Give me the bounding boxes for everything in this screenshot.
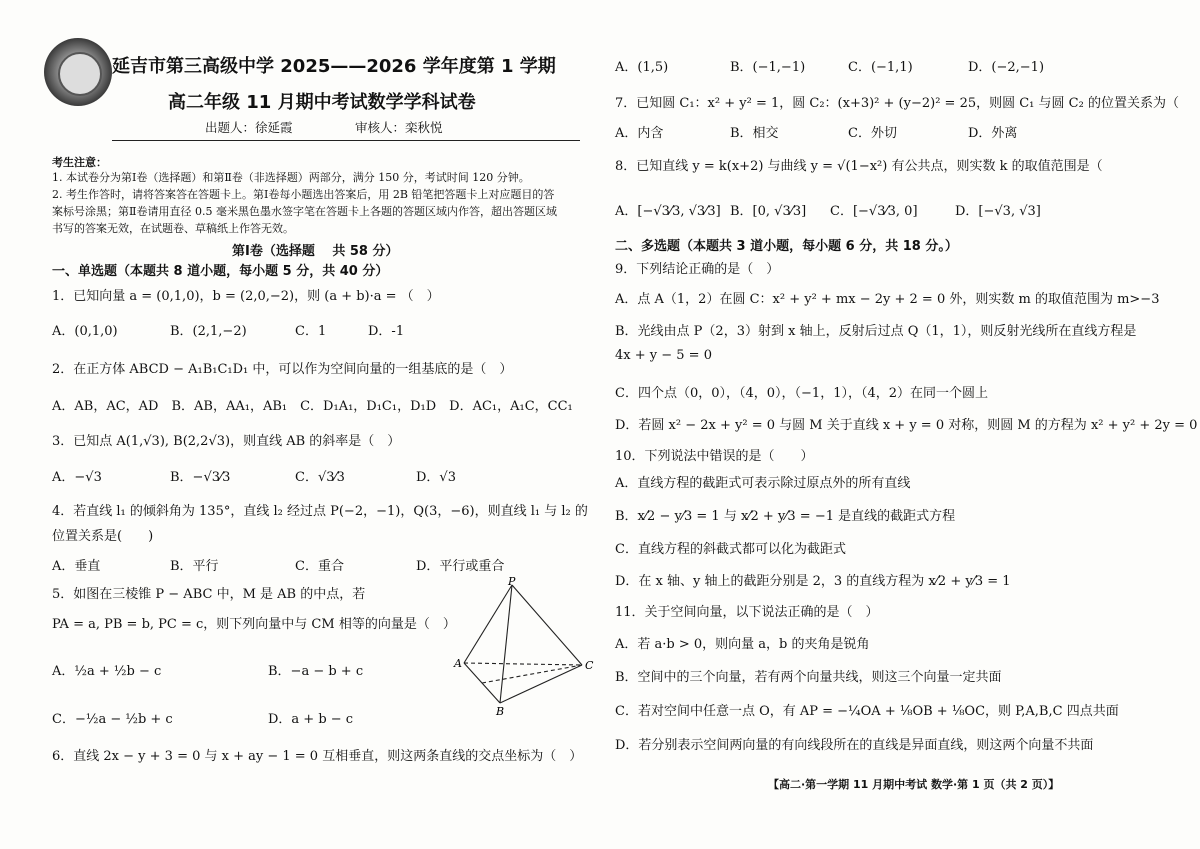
q3-option-a: A．−√3 (52, 470, 102, 485)
q5-option-d: D．a + b − c (268, 712, 354, 727)
part1-title: 第Ⅰ卷（选择题 共 58 分） (232, 244, 399, 259)
q5-option-b: B．−a − b + c (268, 664, 364, 679)
edge-pc (512, 585, 582, 665)
q3-option-c: C．√3⁄3 (295, 470, 345, 485)
q3-option-b: B．−√3⁄3 (170, 470, 231, 485)
q8-stem: 8．已知直线 y = k(x+2) 与曲线 y = √(1−x²) 有公共点，则实数 k 的取值范围是（ (615, 159, 1103, 174)
q10-option-d: D．在 x 轴、y 轴上的截距分别是 2，3 的直线方程为 x⁄2 + y⁄3 = 1 (615, 574, 1011, 589)
q1-stem: 1．已知向量 a = (0,1,0)，b = (2,0,−2)，则 (a + b)·a = （ ） (52, 289, 440, 304)
q5-option-a: A．½a + ½b − c (52, 664, 162, 679)
fig-label-b: B (496, 705, 505, 715)
notice-heading: 考生注意： (52, 156, 107, 169)
q4-option-d: D．平行或重合 (416, 559, 505, 574)
author-label: 出题人：徐延霞 (205, 120, 293, 135)
q4-stem: 4．若直线 l₁ 的倾斜角为 135°，直线 l₂ 经过点 P(−2，−1)，Q(3，−6)，则直线 l₁ 与 l₂ 的 (52, 504, 588, 519)
school-logo-seal (44, 38, 112, 106)
q7-option-a: A．内含 (615, 126, 664, 141)
q2-stem: 2．在正方体 ABCD − A₁B₁C₁D₁ 中，可以作为空间向量的一组基底的是（ ） (52, 362, 513, 377)
q10-option-c: C．直线方程的斜截式都可以化为截距式 (615, 542, 846, 557)
q2-options: A．AB，AC，AD B．AB，AA₁，AB₁ C．D₁A₁，D₁C₁，D₁D D．AC₁，A₁C，CC₁ (52, 399, 573, 414)
q4-option-a: A．垂直 (52, 559, 101, 574)
q1-option-d: D．-1 (368, 324, 405, 339)
q4-option-c: C．重合 (295, 559, 344, 574)
q5-option-c: C．−½a − ½b + c (52, 712, 173, 727)
edge-ac (464, 663, 582, 665)
q6-option-c: C．(−1,1) (848, 60, 913, 75)
page-footer: 【高二·第一学期 11 月期中考试 数学·第 1 页（共 2 页）】 (768, 778, 1060, 791)
q6-option-b: B．(−1,−1) (730, 60, 806, 75)
q7-stem: 7．已知圆 C₁：x² + y² = 1，圆 C₂：(x+3)² + (y−2)² = 25，则圆 C₁ 与圆 C₂ 的位置关系为（ (615, 96, 1179, 111)
notice-line-4: 书写的答案无效，在试题卷、草稿纸上作答无效。 (52, 222, 294, 235)
q1-option-b: B．(2,1,−2) (170, 324, 247, 339)
fig-label-a: A (454, 657, 462, 670)
q11-option-a: A．若 a·b > 0，则向量 a，b 的夹角是锐角 (615, 637, 870, 652)
fig-label-c: C (585, 659, 594, 672)
notice-line-1: 1. 本试卷分为第Ⅰ卷（选择题）和第Ⅱ卷（非选择题）两部分，满分 150 分，考试时间 120 分钟。 (52, 171, 530, 184)
edge-pb (500, 585, 512, 703)
section2-title: 二、多选题（本题共 3 道小题，每小题 6 分，共 18 分。） (615, 239, 958, 254)
q9-stem: 9．下列结论正确的是（ ） (615, 262, 780, 277)
edge-bc (500, 665, 582, 703)
q5-stem-cont: PA = a, PB = b, PC = c，则下列向量中与 CM 相等的向量是（ ） (52, 617, 456, 632)
q7-option-b: B．相交 (730, 126, 779, 141)
q10-option-b: B．x⁄2 − y⁄3 = 1 与 x⁄2 + y⁄3 = −1 是直线的截距式方程 (615, 509, 956, 524)
section1-title: 一、单选题（本题共 8 道小题，每小题 5 分，共 40 分） (52, 264, 389, 279)
q9-option-a: A．点 A（1，2）在圆 C：x² + y² + mx − 2y + 2 = 0 外，则实数 m 的取值范围为 m>−3 (615, 292, 1160, 307)
q9-option-d: D．若圆 x² − 2x + y² = 0 与圆 M 关于直线 x + y = 0 对称，则圆 M 的方程为 x² + y² + 2y = 0 (615, 418, 1198, 433)
q1-option-c: C．1 (295, 324, 327, 339)
q1-option-a: A．(0,1,0) (52, 324, 118, 339)
tetrahedron-figure (452, 575, 602, 715)
q10-option-a: A．直线方程的截距式可表示除过原点外的所有直线 (615, 476, 911, 491)
q6-option-d: D．(−2,−1) (968, 60, 1045, 75)
q7-option-d: D．外离 (968, 126, 1018, 141)
q11-option-c: C．若对空间中任意一点 O，有 AP = −¼OA + ⅛OB + ⅛OC，则 P,A,B,C 四点共面 (615, 704, 1119, 719)
q8-option-a: A．[−√3⁄3, √3⁄3] (615, 204, 721, 219)
q5-stem: 5．如图在三棱锥 P − ABC 中，M 是 AB 的中点，若 (52, 587, 366, 602)
reviewer-label: 审核人：栾秋悦 (355, 120, 443, 135)
q4-stem-cont: 位置关系是( ) (52, 529, 154, 544)
q8-option-b: B．[0, √3⁄3] (730, 204, 807, 219)
q11-option-d: D．若分别表示空间两向量的有向线段所在的直线是异面直线，则这两个向量不共面 (615, 738, 1094, 753)
q3-stem: 3．已知点 A(1,√3), B(2,2√3)，则直线 AB 的斜率是（ ） (52, 434, 401, 449)
q11-option-b: B．空间中的三个向量，若有两个向量共线，则这三个向量一定共面 (615, 670, 1002, 685)
q9-option-c: C．四个点（0，0），（4，0），（−1，1），（4，2）在同一个圆上 (615, 386, 989, 401)
fig-label-p: P (508, 575, 516, 588)
q10-stem: 10．下列说法中错误的是（ ） (615, 449, 814, 464)
exam-title: 高二年级 11 月期中考试数学学科试卷 (168, 92, 476, 113)
edge-cm (482, 665, 582, 683)
q4-option-b: B．平行 (170, 559, 219, 574)
q3-option-d: D．√3 (416, 470, 456, 485)
q8-option-c: C．[−√3⁄3, 0] (830, 204, 918, 219)
header-divider (112, 140, 580, 141)
notice-line-2: 2. 考生作答时，请将答案答在答题卡上。第Ⅰ卷每小题选出答案后，用 2B 铅笔把答题卡上对应题目的答 (52, 188, 555, 201)
school-title: 延吉市第三高级中学 2025——2026 学年度第 1 学期 (112, 56, 556, 77)
q9-option-b-cont: 4x + y − 5 = 0 (615, 348, 712, 363)
q9-option-b: B．光线由点 P（2，3）射到 x 轴上，反射后过点 Q（1，1），则反射光线所在直线方程是 (615, 324, 1137, 339)
q6-option-a: A．(1,5) (615, 60, 669, 75)
q11-stem: 11．关于空间向量，以下说法正确的是（ ） (615, 605, 879, 620)
q6-stem: 6．直线 2x − y + 3 = 0 与 x + ay − 1 = 0 互相垂直，则这两条直线的交点坐标为（ ） (52, 749, 583, 764)
notice-line-3: 案标号涂黑；第Ⅱ卷请用直径 0.5 毫米黑色墨水签字笔在答题卡上各题的答题区域内作答，超出答题区域 (52, 205, 557, 218)
q7-option-c: C．外切 (848, 126, 897, 141)
q8-option-d: D．[−√3, √3] (955, 204, 1041, 219)
